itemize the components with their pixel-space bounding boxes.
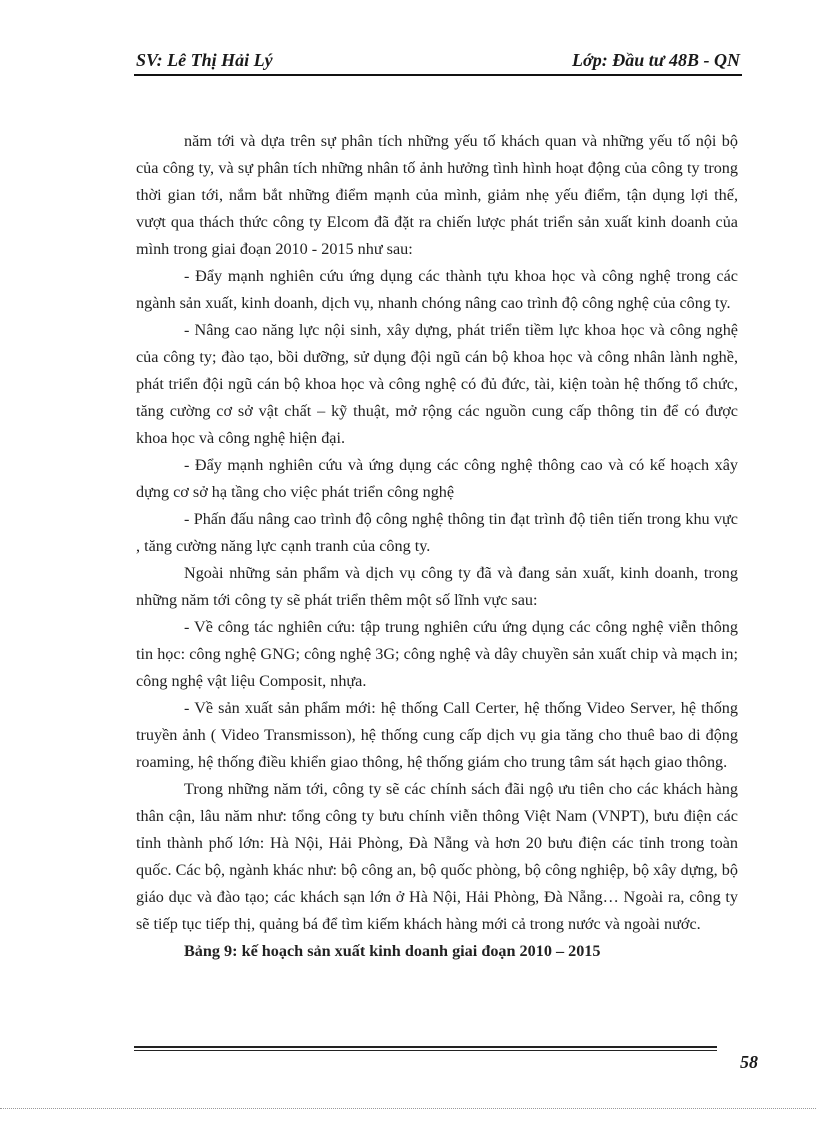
page-header	[136, 50, 740, 76]
page-number: 58	[740, 1052, 758, 1072]
footer-divider-thick	[134, 1046, 717, 1048]
footer-divider-thin	[134, 1050, 717, 1051]
class-label: Lớp: Đầu tư 48B - QN	[572, 50, 740, 70]
document-body	[136, 128, 738, 965]
paragraph-bullet-competitiveness: - Phấn đấu nâng cao trình độ công nghệ thông tin đạt trình độ tiên tiến trong khu vực , tăng cường năng lực cạnh tranh của công ty.	[136, 510, 738, 555]
paragraph-customers: Trong những năm tới, công ty sẽ các chính sách đãi ngộ ưu tiên cho các khách hàng thân cận, lâu năm như: tổng công ty bưu chính viễn thông Việt Nam (VNPT), bưu điện các tỉnh thành phố lớn: Hà Nội, Hải Phòng, Đà Nẵng và hơn 20 bưu điện các tỉnh trong toàn quốc. Các bộ, ngành khác như: bộ công an, bộ quốc phòng, bộ công nghiệp, bộ xây dựng, bộ giáo dục và đào tạo; các khách sạn lớn ở Hà Nội, Hải Phòng, Đà Nẵng… Ngoài ra, công ty sẽ tiếp tục tiếp thị, quảng bá để tìm kiếm khách hàng mới cả trong nước và ngoài nước.	[136, 780, 738, 933]
table-caption: Bảng 9: kế hoạch sản xuất kinh doanh giai đoạn 2010 – 2015	[184, 942, 601, 960]
paragraph-intro: năm tới và dựa trên sự phân tích những yếu tố khách quan và những yếu tố nội bộ của công ty, và sự phân tích những nhân tố ảnh hưởng tình hình hoạt động của công ty trong thời gian tới, nắm bắt những điểm mạnh của mình, giảm nhẹ yếu điểm, tận dụng lợi thế, vượt qua thách thức công ty Elcom đã đặt ra chiến lược phát triển sản xuất kinh doanh của mình trong giai đoạn 2010 - 2015 như sau:	[136, 132, 738, 258]
paragraph-bullet-new-products: - Về sản xuất sản phẩm mới: hệ thống Call Certer, hệ thống Video Server, hệ thống truyền ảnh ( Video Transmisson), hệ thống cung cấp dịch vụ gia tăng cho thuê bao di động roaming, hệ thống điều khiển giao thông, hệ thống giám cho trung tâm sát hạch giao thông.	[136, 699, 738, 771]
paragraph-bullet-research: - Đẩy mạnh nghiên cứu ứng dụng các thành tựu khoa học và công nghệ trong các ngành sản xuất, kinh doanh, dịch vụ, nhanh chóng nâng cao trình độ công nghệ của công ty.	[136, 267, 738, 312]
header-divider	[134, 74, 742, 76]
paragraph-new-fields: Ngoài những sản phẩm và dịch vụ công ty đã và đang sản xuất, kinh doanh, trong những năm tới công ty sẽ phát triển thêm một số lĩnh vực sau:	[136, 564, 738, 609]
page-bottom-edge	[0, 1108, 816, 1110]
paragraph-bullet-research-work: - Về công tác nghiên cứu: tập trung nghiên cứu ứng dụng các công nghệ viễn thông tin học: công nghệ GNG; công nghệ 3G; công nghệ và dây chuyền sản xuất chip và mạch in; công nghệ vật liệu Composit, nhựa.	[136, 618, 738, 690]
paragraph-bullet-infrastructure: - Đẩy mạnh nghiên cứu và ứng dụng các công nghệ thông cao và có kế hoạch xây dựng cơ sở hạ tầng cho việc phát triển công nghệ	[136, 456, 738, 501]
student-name: SV: Lê Thị Hải Lý	[136, 50, 273, 70]
paragraph-bullet-capacity: - Nâng cao năng lực nội sinh, xây dựng, phát triển tiềm lực khoa học và công nghệ của công ty; đào tạo, bồi dưỡng, sử dụng đội ngũ cán bộ khoa học và công nhân lành nghề, phát triển đội ngũ cán bộ khoa học và công nghệ có đủ đức, tài, kiện toàn hệ thống tổ chức, tăng cường cơ sở vật chất – kỹ thuật, mở rộng các nguồn cung cấp thông tin để có được khoa học và công nghệ hiện đại.	[136, 321, 738, 447]
